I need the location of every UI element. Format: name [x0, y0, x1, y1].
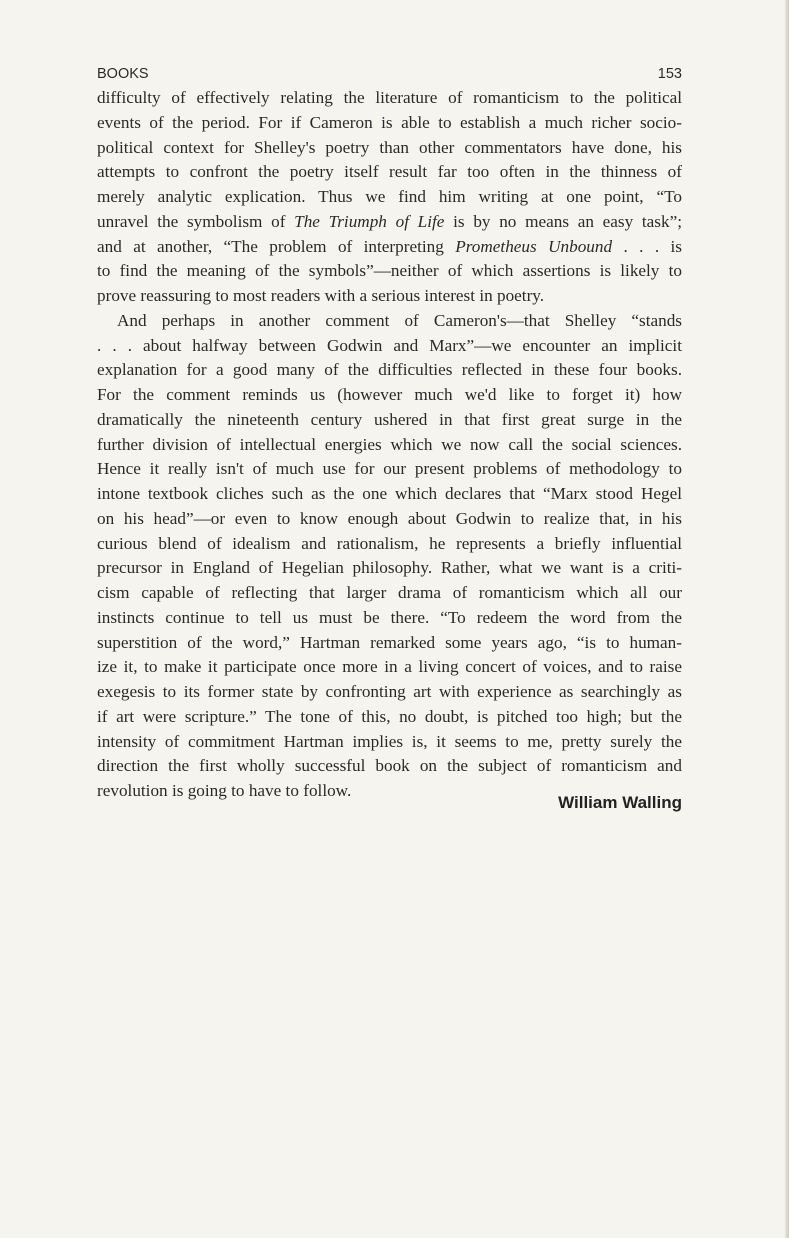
text-run: curious blend of idealism and rationalism, he represents a briefly influential — [97, 533, 682, 553]
text-run: further division of intellectual energies which we now call the social sciences. — [97, 434, 682, 454]
text-run: superstition of the word,” Hartman remarked some years ago, “is to human- — [97, 632, 682, 652]
text-line — [97, 136, 682, 161]
paragraph — [97, 86, 682, 309]
text-run: political context for Shelley's poetry than other commentators have done, his — [97, 137, 682, 157]
running-header — [97, 66, 682, 82]
text-line — [97, 210, 682, 235]
text-line — [97, 358, 682, 383]
text-run: merely analytic explication. Thus we find him writing at one point, “To — [97, 187, 682, 206]
text-run: precursor in England of Hegelian philosophy. Rather, what we want is a criti- — [97, 558, 682, 578]
text-run: events of the period. For if Cameron is able to establish a much richer socio- — [97, 112, 682, 132]
text-line — [97, 309, 682, 334]
text-line — [97, 680, 682, 705]
text-run: . . . is — [612, 236, 682, 256]
text-line — [97, 705, 682, 730]
text-run: unravel the symbolism of — [97, 211, 295, 231]
author-signature: William Walling — [558, 793, 682, 812]
text-run: ize it, to make it participate once more in a living concert of voices, and to raise — [97, 657, 682, 677]
page-edge-shadow — [785, 0, 789, 1238]
text-run: if art were scripture.” The tone of this, no doubt, is pitched too high; but the — [97, 706, 682, 726]
text-run: For the comment reminds us (however much we'd like to forget it) how — [97, 385, 682, 404]
page-number: 153 — [657, 66, 682, 82]
text-run: direction the first wholly successful book on the subject of romanticism and — [97, 756, 682, 776]
text-run: attempts to confront the poetry itself result far too often in the thinness of — [97, 162, 682, 182]
text-line — [97, 383, 682, 408]
text-line — [97, 185, 682, 210]
text-line — [97, 482, 682, 507]
text-line — [97, 556, 682, 581]
text-run: cism capable of reflecting that larger drama of romanticism which all our — [97, 583, 682, 602]
text-run: . . . about halfway between Godwin and Marx”—we encounter an implicit — [97, 335, 682, 355]
text-line — [97, 606, 682, 631]
text-run: And perhaps in another comment of Cameron's—that Shelley “stands — [117, 310, 682, 330]
text-run: and at another, “The problem of interpreting — [97, 236, 456, 256]
text-line — [97, 433, 682, 458]
text-run: difficulty of effectively relating the literature of romanticism to the political — [97, 88, 682, 107]
text-line — [97, 334, 682, 359]
text-line — [97, 259, 682, 284]
section-title: BOOKS — [97, 66, 149, 82]
text-line — [97, 655, 682, 680]
text-run: on his head”—or even to know enough about Godwin to realize that, in his — [97, 508, 682, 528]
text-run: intensity of commitment Hartman implies is, it seems to me, pretty surely the — [97, 731, 682, 751]
text-line — [97, 532, 682, 557]
text-line — [97, 408, 682, 433]
text-run: intone textbook cliches such as the one which declares that “Marx stood Hegel — [97, 484, 682, 503]
text-line — [97, 730, 682, 755]
text-run: instincts continue to tell us must be there. “To redeem the word from the — [97, 607, 682, 627]
text-run: dramatically the nineteenth century ushered in that first great surge in the — [97, 409, 682, 429]
text-run: revolution is going to have to follow. — [97, 781, 352, 800]
article-body — [97, 86, 682, 804]
text-run: exegesis to its former state by confronting art with experience as searchingly as — [97, 682, 682, 701]
text-run: is by no means an easy task”; — [444, 211, 682, 231]
paragraph — [97, 309, 682, 804]
text-run: to find the meaning of the symbols”—neither of which assertions is likely to — [97, 261, 682, 281]
text-line — [97, 235, 682, 260]
italic-title: Prometheus Unbound — [455, 236, 613, 256]
text-line — [97, 160, 682, 185]
text-line — [97, 457, 682, 482]
text-run: Hence it really isn't of much use for our present problems of methodology to — [97, 459, 682, 479]
text-run: explanation for a good many of the difficulties reflected in these four books. — [97, 360, 682, 380]
text-line — [97, 581, 682, 606]
text-line — [97, 507, 682, 532]
text-line — [97, 631, 682, 656]
italic-title: The Triumph of Life — [294, 211, 445, 231]
text-line — [97, 86, 682, 111]
text-line — [97, 284, 682, 309]
text-line — [97, 754, 682, 779]
text-run: prove reassuring to most readers with a serious interest in poetry. — [97, 286, 545, 305]
text-line — [97, 111, 682, 136]
